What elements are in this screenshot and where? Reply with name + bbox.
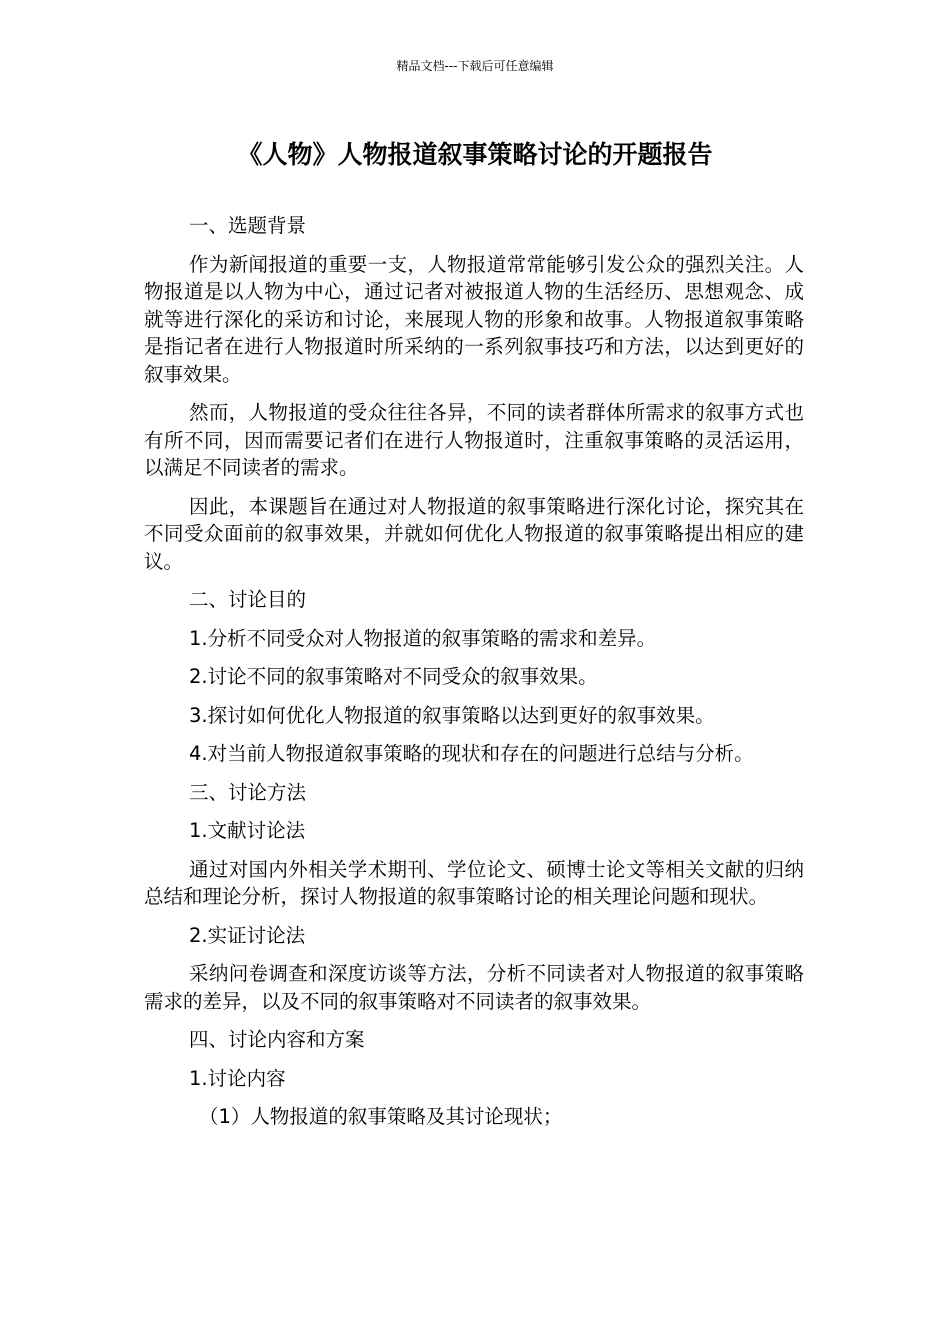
section-heading-content-plan: 四、讨论内容和方案 [189,1028,365,1051]
document-title: 《人物》人物报道叙事策略讨论的开题报告 [237,140,713,169]
list-item-content-1: （1）人物报道的叙事策略及其讨论现状； [199,1105,563,1128]
header-note: 精品文档---下载后可任意编辑 [396,59,554,73]
section-heading-methods: 三、讨论方法 [189,780,307,804]
list-item-purpose-4: 4.对当前人物报道叙事策略的现状和存在的问题进行总结与分析。 [189,742,754,765]
paragraph-background-1: 作为新闻报道的重要一支，人物报道常常能够引发公众的强烈关注。人物报道是以人物为中心，通过记者对被报道人物的生活经历、思想观念、成就等进行深化的采访和讨论，来展现人物的形象和故事。人物报道叙事策略是指记者在进行人物报道时所采纳的一系列叙事技巧和方法，以达到更好的叙事效果。 [144,252,804,386]
section-heading-purpose: 二、讨论目的 [189,588,307,611]
list-item-purpose-2: 2.讨论不同的叙事策略对不同受众的叙事效果。 [189,665,598,688]
method-title-literature: 1.文献讨论法 [189,819,306,842]
subsection-title-content: 1.讨论内容 [189,1066,286,1090]
section-heading-background: 一、选题背景 [189,214,307,237]
method-title-empirical: 2.实证讨论法 [189,923,306,947]
paragraph-background-2: 然而，人物报道的受众往往各异，不同的读者群体所需求的叙事方式也有所不同，因而需要记者们在进行人物报道时，注重叙事策略的灵活运用，以满足不同读者的需求。 [144,401,804,479]
list-item-purpose-3: 3.探讨如何优化人物报道的叙事策略以达到更好的叙事效果。 [189,703,715,727]
paragraph-background-3: 因此，本课题旨在通过对人物报道的叙事策略进行深化讨论，探究其在不同受众面前的叙事效果，并就如何优化人物报道的叙事策略提出相应的建议。 [144,494,804,573]
paragraph-method-literature: 通过对国内外相关学术期刊、学位论文、硕博士论文等相关文献的归纳总结和理论分析，探讨人物报道的叙事策略讨论的相关理论问题和现状。 [144,857,804,908]
paragraph-method-empirical: 采纳问卷调查和深度访谈等方法，分析不同读者对人物报道的叙事策略需求的差异，以及不同的叙事策略对不同读者的叙事效果。 [144,962,804,1013]
list-item-purpose-1: 1.分析不同受众对人物报道的叙事策略的需求和差异。 [189,626,657,650]
document-body [144,212,804,1142]
